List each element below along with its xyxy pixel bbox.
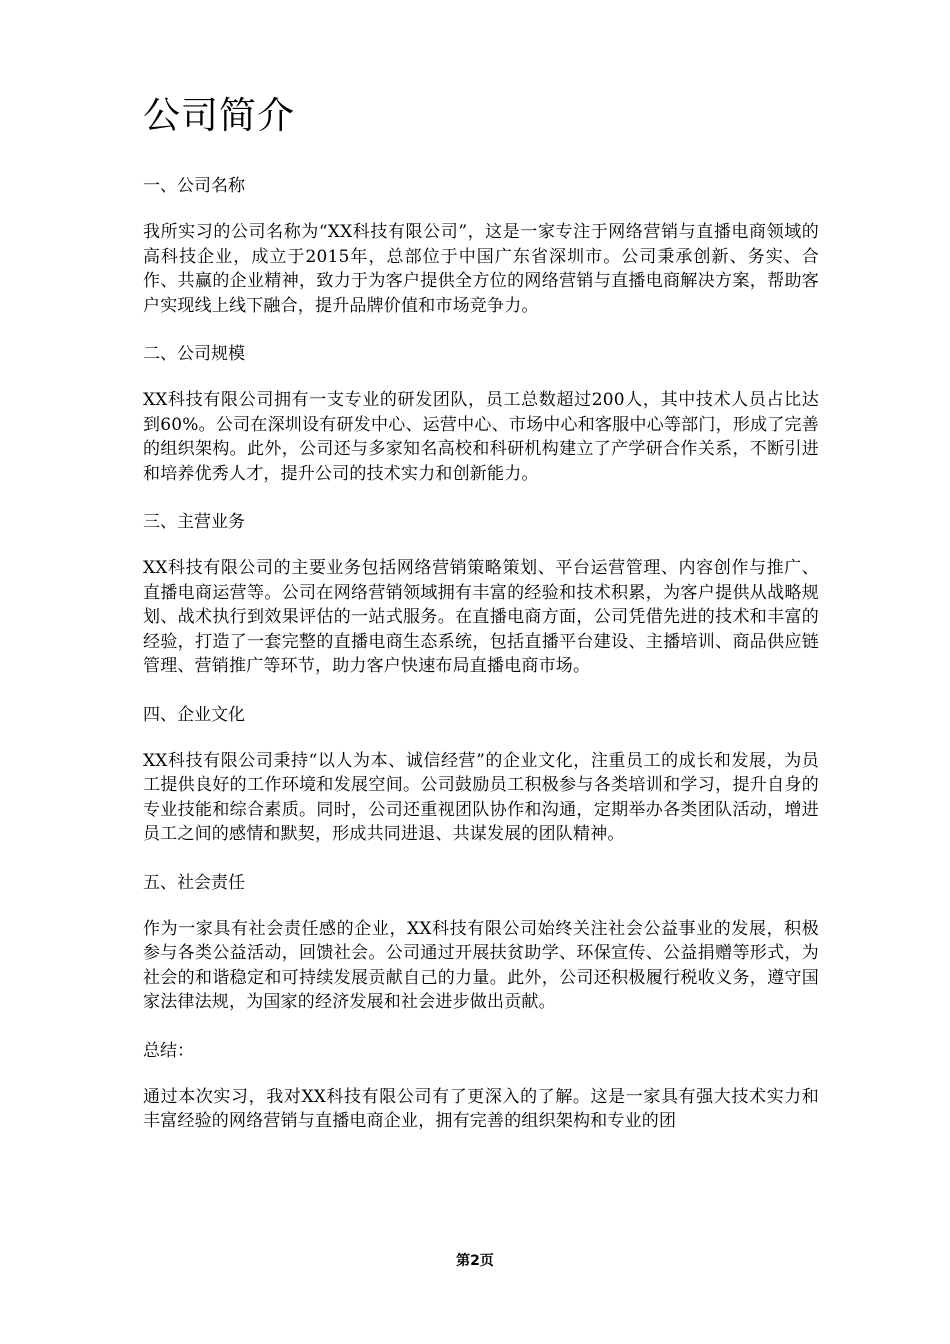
page-title: 公司简介 — [143, 94, 295, 137]
section-main-business — [143, 510, 819, 679]
section-heading: 四、企业文化 — [143, 704, 245, 725]
section-summary — [143, 1039, 819, 1134]
section-paragraph: XX科技有限公司秉持“以人为本、诚信经营”的企业文化，注重员工的成长和发展，为员工提供良好的工作环境和发展空间。公司鼓励员工积极参与各类培训和学习，提升自身的专业技能和综合素质。同时，公司还重视团队协作和沟通，定期举办各类团队活动，增进员工之间的感情和默契，形成共同进退、共谋发展的团队精神。 — [143, 750, 819, 844]
section-social-responsibility — [143, 871, 819, 1015]
section-company-name — [143, 174, 819, 318]
section-heading: 一、公司名称 — [143, 176, 245, 196]
page-number: 第2页 — [456, 1253, 494, 1269]
section-heading: 总结： — [143, 1040, 194, 1061]
document-content — [143, 92, 819, 1158]
section-paragraph: 我所实习的公司名称为“XX科技有限公司”，这是一家专注于网络营销与直播电商领域的高科技企业，成立于2015年，总部位于中国广东省深圳市。公司秉承创新、务实、合作、共赢的企业精神，致力于为客户提供全方位的网络营销与直播电商解决方案，帮助客户实现线上线下融合，提升品牌价值和市场竞争力。 — [143, 222, 819, 316]
section-company-scale — [143, 342, 819, 486]
section-heading: 五、社会责任 — [143, 872, 245, 893]
section-corporate-culture — [143, 703, 819, 847]
section-paragraph: 作为一家具有社会责任感的企业，XX科技有限公司始终关注社会公益事业的发展，积极参与各类公益活动，回馈社会。公司通过开展扶贫助学、环保宣传、公益捐赠等形式，为社会的和谐稳定和可持续发展贡献自己的力量。此外，公司还积极履行税收义务，遵守国家法律法规，为国家的经济发展和社会进步做出贡献。 — [143, 918, 819, 1012]
section-heading: 二、公司规模 — [143, 344, 245, 364]
section-paragraph: XX科技有限公司的主要业务包括网络营销策略策划、平台运营管理、内容创作与推广、直播电商运营等。公司在网络营销领域拥有丰富的经验和技术积累，为客户提供从战略规划、战术执行到效果评估的一站式服务。在直播电商方面，公司凭借先进的技术和丰富的经验，打造了一套完整的直播电商生态系统，包括直播平台建设、主播培训、商品供应链管理、营销推广等环节，助力客户快速布局直播电商市场。 — [143, 558, 819, 676]
section-paragraph: 通过本次实习，我对XX科技有限公司有了更深入的了解。这是一家具有强大技术实力和丰富经验的网络营销与直播电商企业，拥有完善的组织架构和专业的团 — [143, 1086, 819, 1131]
section-heading: 三、主营业务 — [143, 512, 245, 532]
section-paragraph: XX科技有限公司拥有一支专业的研发团队，员工总数超过200人，其中技术人员占比达到60%。公司在深圳设有研发中心、运营中心、市场中心和客服中心等部门，形成了完善的组织架构。此外，公司还与多家知名高校和科研机构建立了产学研合作关系，不断引进和培养优秀人才，提升公司的技术实力和创新能力。 — [143, 390, 819, 484]
